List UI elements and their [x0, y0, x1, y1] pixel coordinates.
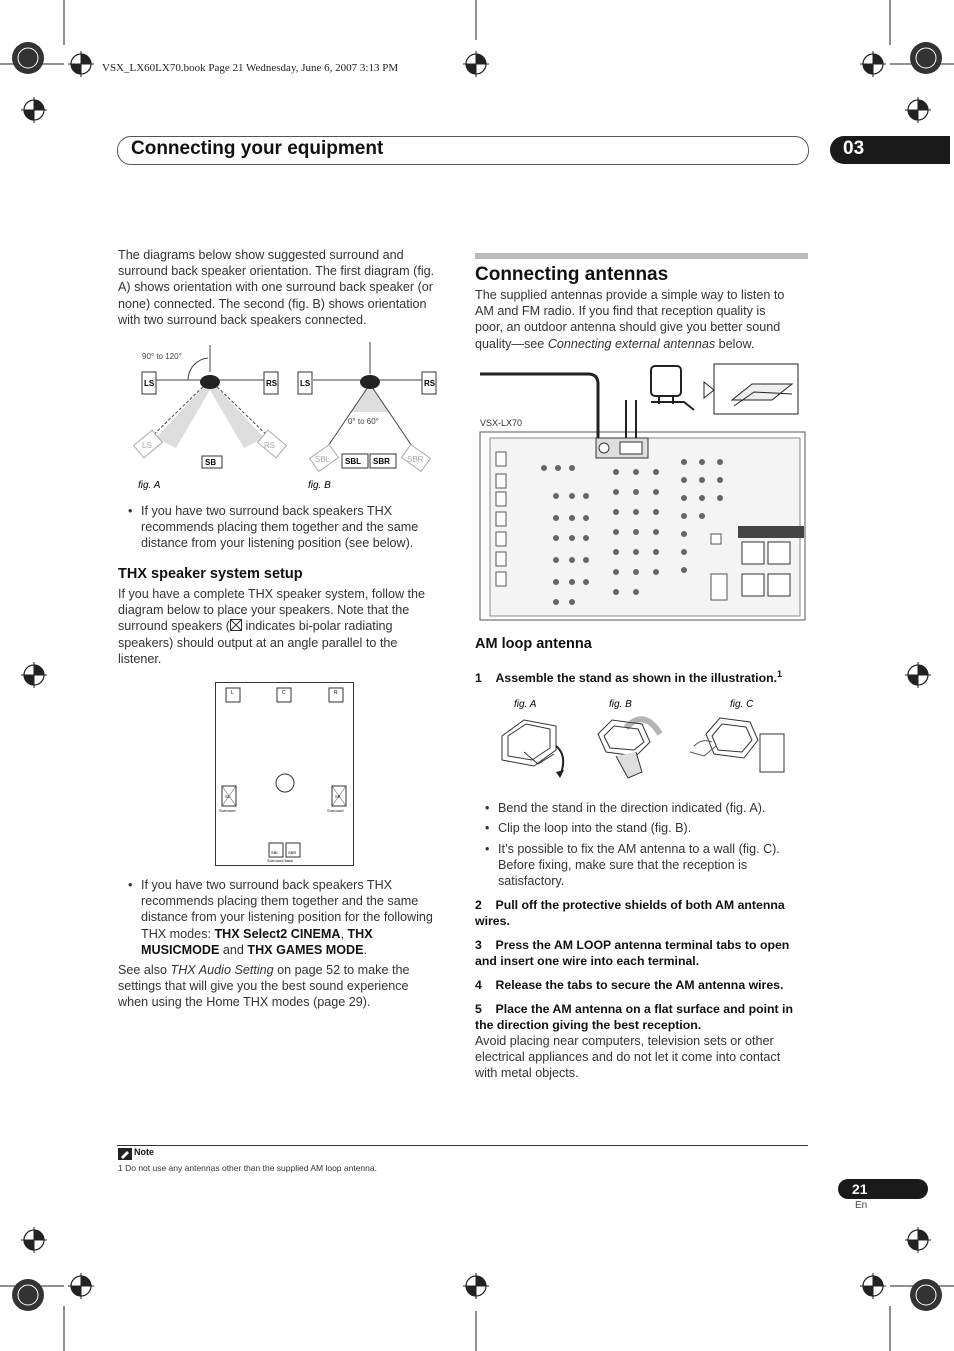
room-sr: SR — [335, 794, 341, 799]
angle-a-label: 90° to 120° — [142, 352, 182, 361]
room-sbr: SBR — [288, 850, 297, 855]
sbr-ghost: SBR — [407, 455, 424, 464]
room-sl: SL — [225, 794, 230, 799]
am-loop-heading: AM loop antenna — [475, 636, 592, 652]
rs-label-b: RS — [424, 379, 436, 388]
step-5: 5 Place the AM antenna on a flat surface and point in the direction giving the best reception. — [475, 1002, 793, 1032]
room-c: C — [282, 690, 286, 696]
panel-model-label: VSX-LX70 — [480, 418, 523, 428]
step-4: 4 Release the tabs to secure the AM antenna wires. — [475, 978, 784, 992]
rear-panel-illustration — [476, 362, 808, 624]
room-surround-right: Surround — [327, 808, 344, 813]
room-sbl: SBL — [271, 850, 279, 855]
ls-ghost-a: LS — [142, 441, 152, 450]
bullet-surround-back-1: • If you have two surround back speakers THX recommends placing them together and the same distance from your listening position (see below). — [141, 503, 461, 552]
fig-a-label-right: fig. A — [514, 699, 537, 710]
sbl-label: SBL — [345, 457, 361, 466]
antenna-intro: The supplied antennas provide a simple way to listen to AM and FM radio. If you find that reception quality is poor, an outdoor antenna should give you better sound quality—see Connecting external antennas below. — [475, 288, 785, 351]
room-surround-back: Surround back — [267, 858, 294, 863]
fig-a-label-left: fig. A — [138, 480, 161, 491]
step-3: 3 Press the AM LOOP antenna terminal tabs to open and insert one wire into each terminal. — [475, 938, 790, 968]
page-title: Connecting your equipment — [131, 138, 384, 159]
thx-paragraph: If you have a complete THX speaker system, follow the diagram below to place your speakers. Note that the surround speakers ( indicates bi-polar radiating speakers) should output at an angle parallel to the listener. — [118, 587, 426, 666]
rs-ghost-a: RS — [264, 441, 276, 450]
page-number: 21 — [852, 1181, 868, 1197]
am-antenna-assembly-figures — [494, 694, 794, 786]
note-text: 1 Do not use any antennas other than the supplied AM loop antenna. — [118, 1163, 377, 1173]
sb-label: SB — [205, 458, 217, 467]
print-info-line: VSX_LX60LX70.book Page 21 Wednesday, June 6, 2007 3:13 PM — [102, 62, 399, 74]
intro-paragraph: The diagrams below show suggested surround and surround back speaker orientation. The first diagram (fig. A) shows orientation with one surround back speaker (or none) connected. The second (fig. B) shows orientation with two surround back speakers connected. — [118, 248, 435, 327]
step-1: 1 Assemble the stand as shown in the illustration.$^1$ — [475, 669, 783, 686]
room-r: R — [334, 690, 338, 696]
section-title: Connecting antennas — [475, 264, 669, 285]
note-icon — [118, 1148, 132, 1160]
ls-label-b: LS — [300, 379, 311, 388]
fig-c-label-right: fig. C — [730, 699, 754, 710]
section-rule — [475, 253, 808, 259]
bipolar-speaker-icon — [230, 619, 242, 631]
thx-room-diagram — [215, 682, 355, 867]
speaker-orientation-diagram — [118, 340, 448, 495]
bullet-clip-loop: • Clip the loop into the stand (fig. B). — [498, 820, 818, 836]
bullet-wall-fix: • It’s possible to fix the AM antenna to a wall (fig. C). Before fixing, make sure that the reception is satisfactory. — [498, 841, 818, 890]
rs-label-a: RS — [266, 379, 278, 388]
fig-b-label-left: fig. B — [308, 480, 331, 491]
note-label: Note — [134, 1147, 154, 1157]
chapter-number: 03 — [843, 138, 865, 159]
thx-heading: THX speaker system setup — [118, 566, 303, 582]
ls-label-a: LS — [144, 379, 155, 388]
room-l: L — [231, 690, 234, 696]
sbl-ghost: SBL — [315, 455, 331, 464]
fig-b-label-right: fig. B — [609, 699, 632, 710]
bullet-surround-back-2: • If you have two surround back speakers THX recommends placing them together and the same distance from your listening position for the following THX modes: THX Select2 CINEMA, THX MUSICMODE and THX GAMES MODE. — [141, 877, 461, 958]
angle-b-label: 0° to 60° — [348, 417, 379, 426]
sbr-label: SBR — [373, 457, 390, 466]
step-2: 2 Pull off the protective shields of both AM antenna wires. — [475, 898, 785, 928]
bullet-bend-stand: • Bend the stand in the direction indicated (fig. A). — [498, 800, 818, 816]
see-also-paragraph: See also THX Audio Setting on page 52 to make the settings that will give you the best sound experience when using the Home THX modes (page 29). — [118, 963, 410, 1010]
step-5-detail: Avoid placing near computers, television sets or other electrical appliances and do not let it come into contact with metal objects. — [475, 1034, 781, 1081]
room-surround-left: Surround — [219, 808, 236, 813]
note-rule — [117, 1145, 808, 1146]
language-code: En — [855, 1200, 868, 1211]
